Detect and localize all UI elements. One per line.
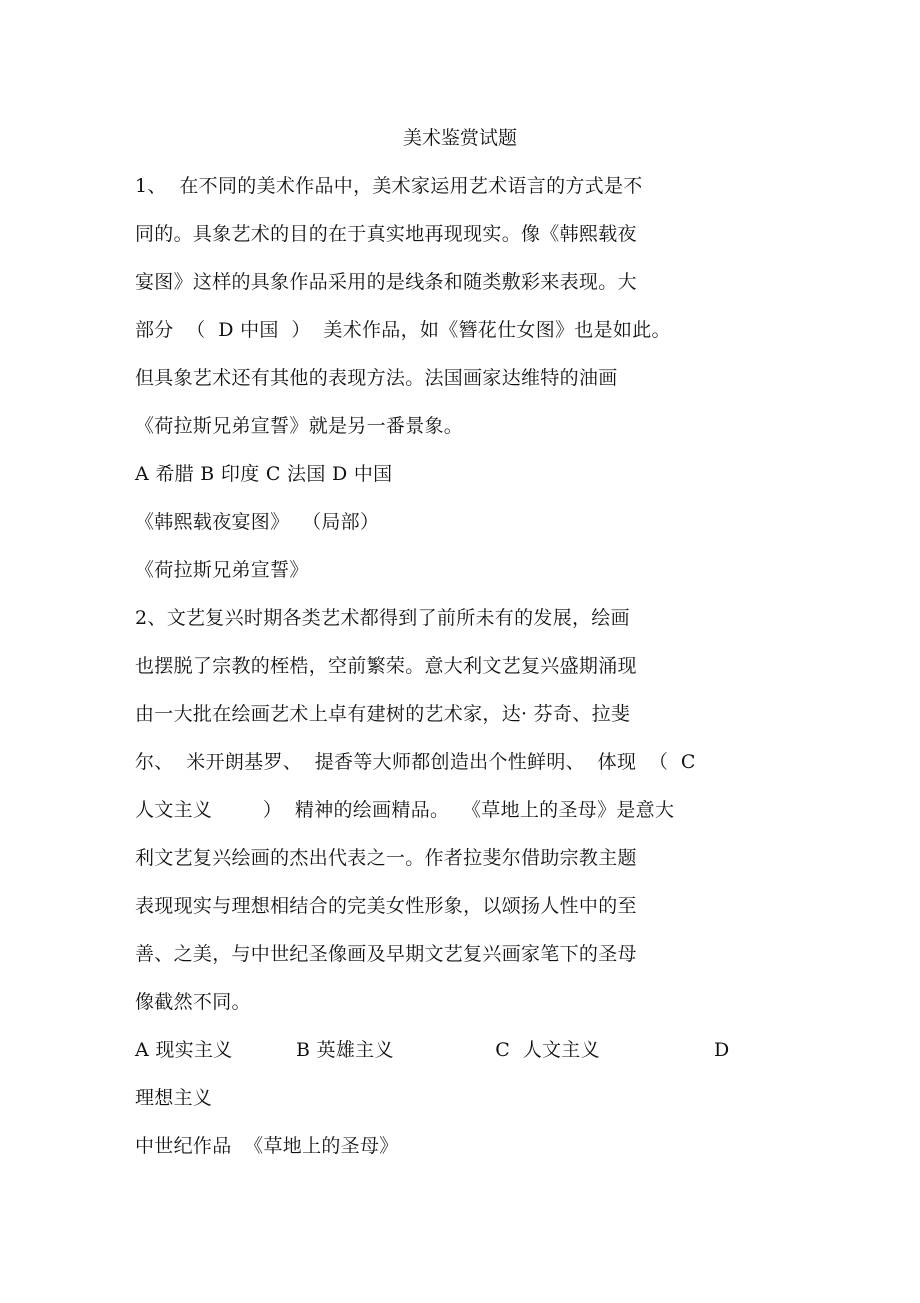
q2-line-9: 像截然不同。 xyxy=(135,991,251,1013)
q2-line-4: 尔、 米开朗基罗、 提香等大师都创造出个性鲜明、 体现 （ C xyxy=(135,751,696,773)
q1-caption-2: 《荷拉斯兄弟宣誓》 xyxy=(135,559,309,581)
q1-line-6: 《荷拉斯兄弟宣誓》就是另一番景象。 xyxy=(135,415,464,437)
q2-caption: 中世纪作品 《草地上的圣母》 xyxy=(135,1135,399,1157)
q2-line-1: 2、文艺复兴时期各类艺术都得到了前所未有的发展，绘画 xyxy=(135,607,630,629)
q1-line-1: 1、 在不同的美术作品中，美术家运用艺术语言的方式是不 xyxy=(135,175,643,197)
q2-line-3: 由一大批在绘画艺术上卓有建树的艺术家，达· 芬奇、拉斐 xyxy=(135,703,631,725)
q2-options-cont: 理想主义 xyxy=(135,1087,213,1109)
q2-line-8: 善、之美，与中世纪圣像画及早期文艺复兴画家笔下的圣母 xyxy=(135,943,637,965)
q1-line-3: 宴图》这样的具象作品采用的是线条和随类敷彩来表现。大 xyxy=(135,271,637,293)
q1-options: A 希腊 B 印度 C 法国 D 中国 xyxy=(135,463,393,485)
q2-line-2: 也摆脱了宗教的桎梏，空前繁荣。意大利文艺复兴盛期涌现 xyxy=(135,655,637,677)
q2-line-5: 人文主义 ） 精神的绘画精品。 《草地上的圣母》是意大 xyxy=(135,799,675,821)
q1-line-4: 部分 （ D 中国 ） 美术作品，如《簪花仕女图》也是如此。 xyxy=(135,319,671,341)
q2-line-7: 表现现实与理想相结合的完美女性形象，以颂扬人性中的至 xyxy=(135,895,637,917)
q2-options: A 现实主义 B 英雄主义 C 人文主义 D xyxy=(135,1039,730,1061)
q1-line-2: 同的。具象艺术的目的在于真实地再现现实。像《韩熙载夜 xyxy=(135,223,637,245)
document-title: 美术鉴赏试题 xyxy=(402,127,517,149)
q2-line-6: 利文艺复兴绘画的杰出代表之一。作者拉斐尔借助宗教主题 xyxy=(135,847,637,869)
q1-caption-1: 《韩熙载夜宴图》 （局部） xyxy=(135,511,380,533)
q1-line-5: 但具象艺术还有其他的表现方法。法国画家达维特的油画 xyxy=(135,367,618,389)
